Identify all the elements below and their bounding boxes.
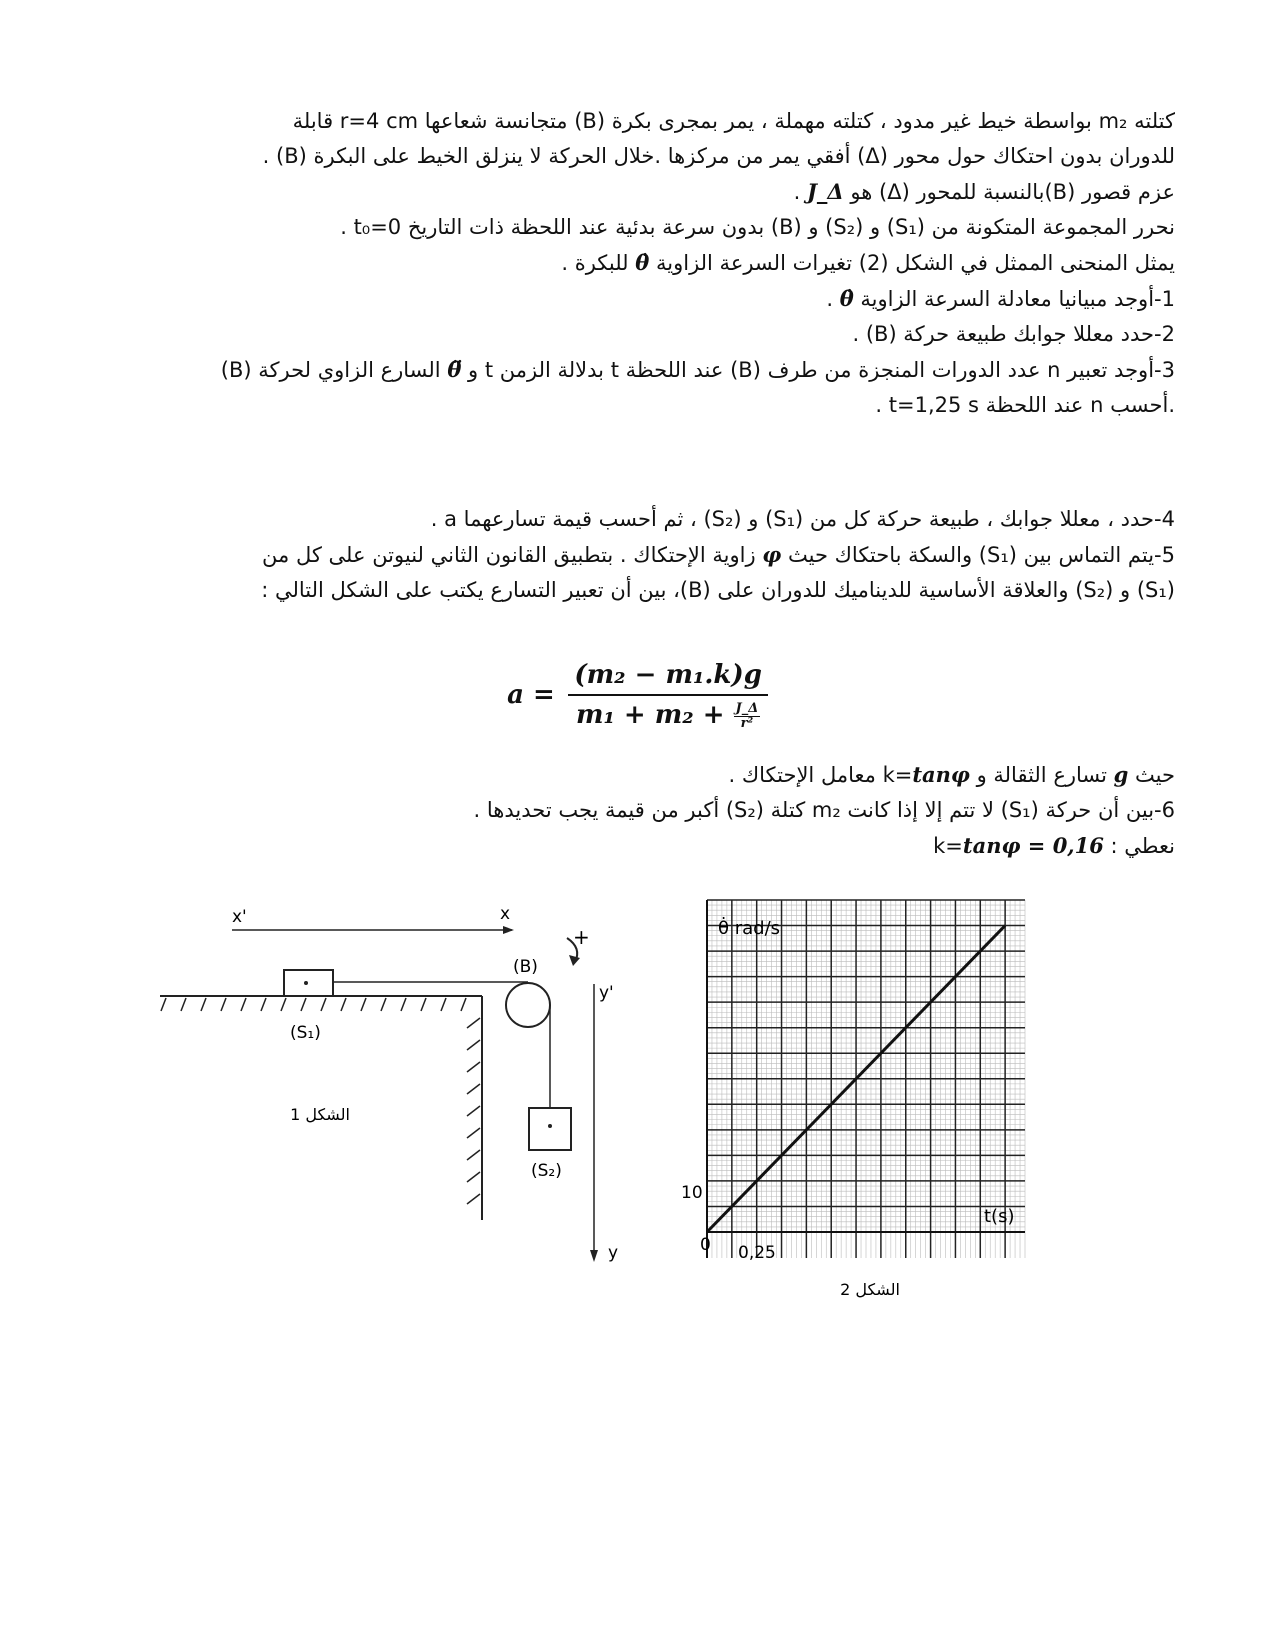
questions-6 — [75, 757, 1175, 864]
x-axis-label: t(s) — [984, 1206, 1015, 1227]
formula-fraction — [568, 660, 768, 731]
g-symbol: g — [1113, 762, 1129, 787]
rotation-arrow-head — [569, 955, 580, 966]
question-3-calc: .أحسب n عند اللحظة t=1,25 s . — [875, 393, 1175, 417]
tan-phi-symbol: tanφ — [912, 762, 970, 787]
question-5: 5-يتم التماس بين (S₁) والسكة باحتكاك حيث φ زاوية الإحتكاك . بتطبيق القانون الثاني لنيوتن على كل من — [262, 542, 1175, 567]
question-3: 3-أوجد تعبير n عدد الدورات المنجزة من طرف (B) عند اللحظة t بدلالة الزمن t و θ̈ السارع الزاوي لحركة (B) — [220, 357, 1175, 382]
inertia-symbol: J_Δ — [806, 179, 844, 204]
formula-numerator: (m₂ − m₁.k)g — [568, 660, 768, 696]
plus-label: + — [573, 925, 590, 949]
line-5: يمثل المنحنى الممثل في الشكل (2) تغيرات السرعة الزاوية θ̇ للبكرة . — [561, 250, 1175, 275]
figure-1-schema — [150, 895, 650, 1315]
y-arrow-head — [590, 1250, 598, 1262]
line-1: كتلته m₂ بواسطة خيط غير مدود ، كتلته مهملة ، يمر بمجرى بكرة (B) متجانسة شعاعها r=4 cm قابلة — [292, 109, 1175, 133]
figure-2-graph — [670, 895, 1040, 1305]
y-tick-label: 10 — [681, 1183, 703, 1203]
given-value: نعطي : k=tanφ = 0,16 — [933, 833, 1175, 858]
x-label: x — [500, 904, 511, 924]
question-5-cont: (S₁) و (S₂) والعلاقة الأساسية للديناميك للدوران على (B)، بين أن تعبير التسارع يكتب على الشكل التالي : — [261, 578, 1175, 602]
origin-label: 0 — [700, 1235, 711, 1255]
block-s1 — [284, 970, 333, 996]
x-tick-label: 0,25 — [738, 1243, 776, 1263]
x-arrow-head — [503, 926, 514, 934]
inertia-over-r2: $\frac{J\_\Delta}{\text{r²}}$ — [735, 700, 759, 731]
y-prime-label: y' — [599, 983, 614, 1003]
line-2: للدوران بدون احتكاك حول محور (Δ) أفقي يمر من مركزها .خلال الحركة لا ينزلق الخيط على البكرة (B) . — [262, 144, 1175, 168]
exercise-intro — [75, 104, 1175, 423]
formula-denominator: m₁ + m₂ + $\frac{J\_\Delta}{\text{r²}}$ — [575, 700, 759, 731]
questions-4-5 — [75, 502, 1175, 608]
figure-1-caption: الشكل 1 — [290, 1105, 350, 1124]
given-k-value: tanφ = 0,16 — [962, 833, 1104, 858]
question-4: 4-حدد ، معللا جوابك ، طبيعة حركة كل من (S₁) و (S₂) ، ثم أحسب قيمة تسارعهما a . — [430, 507, 1175, 531]
line-4: نحرر المجموعة المتكونة من (S₁) و (S₂) و (B) بدون سرعة بدئية عند اللحظة ذات التاريخ t₀=0 . — [340, 215, 1175, 239]
theta-dot-symbol: θ̇ — [839, 286, 854, 311]
where-line: حيث g تسارع الثقالة و k=tanφ معامل الإحتكاك . — [728, 762, 1175, 787]
acceleration-formula — [0, 660, 1275, 731]
y-axis-label: θ̇ rad/s — [718, 918, 781, 939]
block-s2-center — [548, 1124, 552, 1128]
x-prime-label: x' — [232, 907, 247, 927]
pulley-label: (B) — [513, 957, 538, 977]
pulley-b — [506, 983, 550, 1027]
question-1: 1-أوجد مبيانيا معادلة السرعة الزاوية θ̇ . — [826, 286, 1175, 311]
block-s1-center — [304, 981, 308, 985]
block-s2 — [529, 1108, 571, 1150]
theta-ddot-symbol: θ̈ — [447, 357, 462, 382]
figure-2-caption: الشكل 2 — [840, 1280, 900, 1299]
wall-hatching — [467, 1018, 480, 1204]
table-hatching — [161, 998, 466, 1011]
question-6: 6-بين أن حركة (S₁) لا تتم إلا إذا كانت m₂ كتلة (S₂) أكبر من قيمة يجب تحديدها . — [473, 798, 1175, 822]
s1-label: (S₁) — [290, 1023, 321, 1043]
formula-lhs: a = — [507, 680, 555, 711]
line-3: عزم قصور (B)بالنسبة للمحور (Δ) هو J_Δ . — [793, 179, 1175, 204]
theta-dot-symbol: θ̇ — [635, 250, 650, 275]
phi-symbol: φ — [762, 542, 782, 567]
y-label: y — [608, 1243, 619, 1263]
question-2: 2-حدد معللا جوابك طبيعة حركة (B) . — [852, 322, 1175, 346]
s2-label: (S₂) — [531, 1161, 562, 1181]
